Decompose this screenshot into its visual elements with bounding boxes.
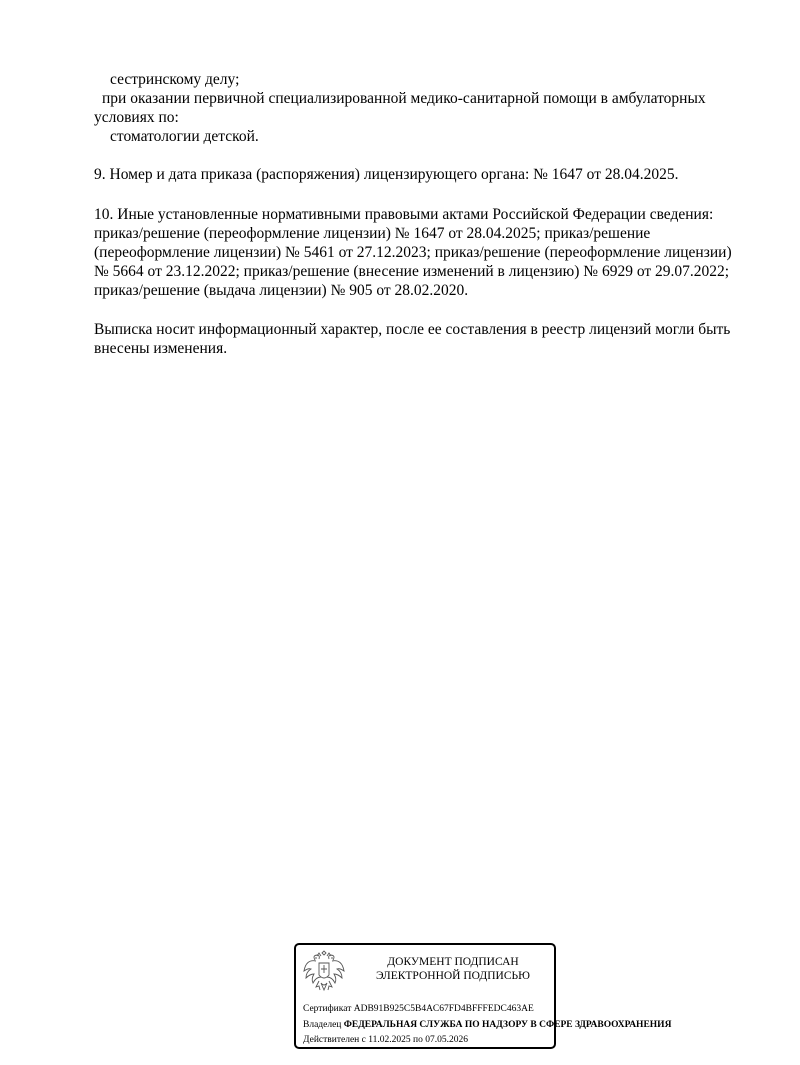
disclaimer-line: Выписка носит информационный характер, после ее составления в реестр лицензий могли быть xyxy=(94,321,731,338)
disclaimer-line: внесены изменения. xyxy=(94,340,228,357)
owner-label: Владелец xyxy=(303,1020,342,1030)
electronic-signature-stamp xyxy=(294,943,672,1049)
double-headed-eagle-emblem-icon xyxy=(302,949,346,995)
section-10-line: 10. Иные установленные нормативными правовыми актами Российской Федерации сведения: xyxy=(94,206,714,223)
owner-value: ФЕДЕРАЛЬНАЯ СЛУЖБА ПО НАДЗОРУ В СФЕРЕ ЗДРАВООХРАНЕНИЯ xyxy=(343,1020,672,1030)
text-line: стоматологии детской. xyxy=(110,128,259,145)
validity-row: Действителен с 11.02.2025 по 07.05.2026 xyxy=(303,1035,468,1045)
certificate-row xyxy=(303,1003,534,1015)
stamp-heading-line-2: ЭЛЕКТРОННОЙ ПОДПИСЬЮ xyxy=(376,970,530,982)
text-line: приказ/решение (выдача лицензии) № 905 от 28.02.2020. xyxy=(94,282,469,299)
text-line: сестринскому делу; xyxy=(110,71,240,88)
text-line: при оказании первичной специализированной медико-санитарной помощи в амбулаторных xyxy=(102,90,706,107)
text-line: (переоформление лицензии) № 5461 от 27.12.2023; приказ/решение (переоформление лицензии) xyxy=(94,244,732,261)
certificate-label: Сертификат xyxy=(303,1004,352,1014)
owner-row xyxy=(303,1019,671,1031)
text-line: приказ/решение (переоформление лицензии) № 1647 от 28.04.2025; приказ/решение xyxy=(94,225,651,242)
certificate-value: ADB91B925C5B4AC67FD4BFFFEDC463AE xyxy=(353,1004,534,1014)
stamp-heading-line-1: ДОКУМЕНТ ПОДПИСАН xyxy=(387,956,519,968)
section-9-line: 9. Номер и дата приказа (распоряжения) лицензирующего органа: № 1647 от 28.04.2025. xyxy=(94,166,679,183)
text-line: условиях по: xyxy=(94,109,179,126)
text-line: № 5664 от 23.12.2022; приказ/решение (внесение изменений в лицензию) № 6929 от 29.07.2022; xyxy=(94,263,730,280)
